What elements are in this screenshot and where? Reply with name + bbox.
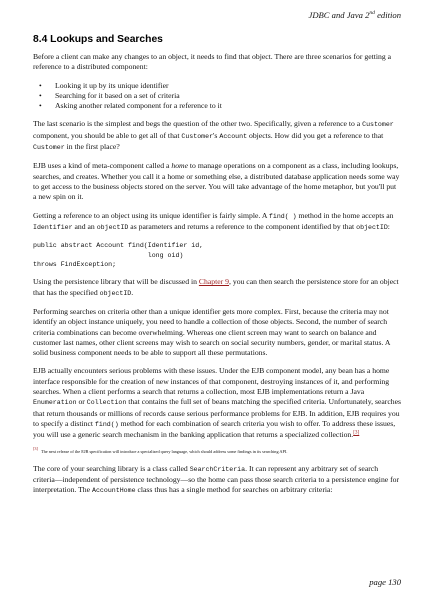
header-suffix: edition bbox=[374, 10, 401, 20]
code-block-find: public abstract Account find(Identifier id, long oid) throws FindException; bbox=[33, 242, 204, 268]
section-title: 8.4 Lookups and Searches bbox=[33, 34, 163, 45]
scenario-list bbox=[33, 81, 401, 112]
footnote-mark: [3] bbox=[33, 446, 39, 452]
footnote bbox=[33, 446, 401, 455]
paragraph-complex-searches: Performing searches on criteria other than a unique identifier gets more complex. First, because the criteria may not identify an object instance uniquely, you need to handle a collection of those objects. Second, the number of search criteria combinations can become overwhelming. Whereas one client screen may want to search on balance and customer last names, other client screens may wish to search on social security numbers, gender, or marital status. A solid business component needs to be able to support all these permutations. bbox=[33, 306, 391, 358]
bullet-icon: • bbox=[39, 90, 42, 100]
intro-paragraph: Before a client can make any changes to an object, it needs to find that object. There are three scenarios for getting a reference to a distributed component: bbox=[33, 52, 392, 72]
paragraph-persistence-library: Using the persistence library that will be discussed in Chapter 9, you can then search the persistence store for an object that has the specified objectID. bbox=[33, 277, 399, 297]
paragraph-ejb-home: EJB uses a kind of meta-component called a home to manage operations on a component as a class, including lookups, searches, and creates. Whether you call it a home or something else, a distributed database application needs some way to get access to the business objects stored on the server. You will take advantage of the home metaphor, but you'll put a new spin on it. bbox=[33, 161, 400, 202]
list-item: • Searching for it based on a set of criteria bbox=[39, 90, 180, 100]
list-item: • Asking another related component for a reference to it bbox=[39, 101, 222, 111]
footnote-text: The next release of the EJB specification will introduce a specialized query language, which should address some findings in its searching API. bbox=[41, 448, 288, 454]
list-item: • Looking it up by its unique identifier bbox=[39, 80, 169, 90]
paragraph-ejb-problems: EJB actually encounters serious problems with these issues. Under the EJB component model, any bean has a home interface responsible for the creation of new instances of that component, destroying instances of it, and performing searches. When a client performs a search that returns a collection, most EJB implementations return a Java Enumeration or Collection that contains the full set of beans matching the specified criteria. Unfortunately, searches that return thousands or millions of records cause serious performance problems for EJB. In addition, EJB requires you to specify a distinct find() method for each combination of search criteria you wish to offer. To address these issues, you will use a generic search mechanism in the banking application that returns a specialized collection.[3] bbox=[33, 366, 402, 440]
paragraph-customer-reference: The last scenario is the simplest and begs the question of the other two. Specifically, given a reference to a Customer component, you should be able to get all of that Customer's Account objects. How did you get a reference to that Customer in the first place? bbox=[33, 119, 394, 152]
bullet-icon: • bbox=[39, 80, 42, 90]
chapter-9-link[interactable]: Chapter 9 bbox=[198, 277, 229, 287]
header-title: JDBC and Java 2 bbox=[308, 10, 370, 20]
paragraph-search-criteria: The core of your searching library is a class called SearchCriteria. It can represent any arbitrary set of search criteria—independent of persistence technology—so the home can pass those search criteria to a persistence engine for interpretation. The AccountHome class thus has a single method for searches on arbitrary criteria: bbox=[33, 463, 400, 495]
header-superscript: nd bbox=[369, 10, 375, 17]
footnote-reference-link[interactable]: [3] bbox=[353, 429, 360, 436]
running-header bbox=[309, 10, 401, 20]
paragraph-find-method: Getting a reference to an object using its unique identifier is fairly simple. A find( ) method in the home accepts an Identifier and an objectID as parameters and returns a reference to the component identified by that objectID: bbox=[33, 210, 394, 231]
bullet-icon: • bbox=[39, 101, 42, 111]
page-number: page 130 bbox=[369, 577, 401, 587]
page-content bbox=[33, 34, 401, 504]
